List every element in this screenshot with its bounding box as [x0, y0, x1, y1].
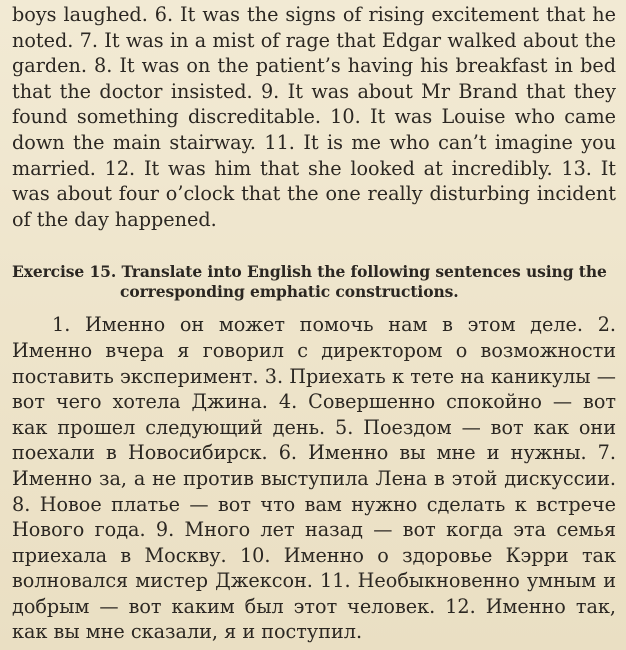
exercise-heading-line2: corresponding emphatic constructions.	[120, 282, 459, 302]
exercise-heading	[12, 262, 616, 302]
continuation-paragraph: boys laughed. 6. It was the signs of rising excitement that he noted. 7. It was in a mist of rage that Edgar walked about the garden. 8. It was on the patient’s having his breakfast in bed that the doctor insisted. 9. It was about Mr Brand that they found something discreditable. 10. It was Louise who came down the main stairway. 11. It is me who can’t imagine you married. 12. It was him that she looked at incredibly. 13. It was about four o’clock that the one really disturbing incident of the day happened.	[12, 3, 616, 231]
exercise-paragraph: 1. Именно он может помочь нам в этом деле. 2. Именно вчера я говорил с директором о возможности поставить эксперимент. 3. Приехать к тете на каникулы — вот чего хотела Джина. 4. Совершенно спокойно — вот как прошел следующий день. 5. Поездом — вот как они поехали в Новосибирск. 6. Именно вы мне и нужны. 7. Именно за, а не против выступила Лена в этой дискуссии. 8. Новое платье — вот что вам нужно сделать к встрече Нового года. 9. Много лет назад — вот когда эта семья приехала в Москву. 10. Именно о здоровье Кэрри так волновался мистер Джексон. 11. Необыкновенно умным и добрым — вот каким был этот человек. 12. Именно так, как вы мне сказали, я и поступил.	[12, 313, 616, 644]
exercise-heading-line1: Exercise 15. Translate into English the following sentences using the	[12, 262, 607, 282]
